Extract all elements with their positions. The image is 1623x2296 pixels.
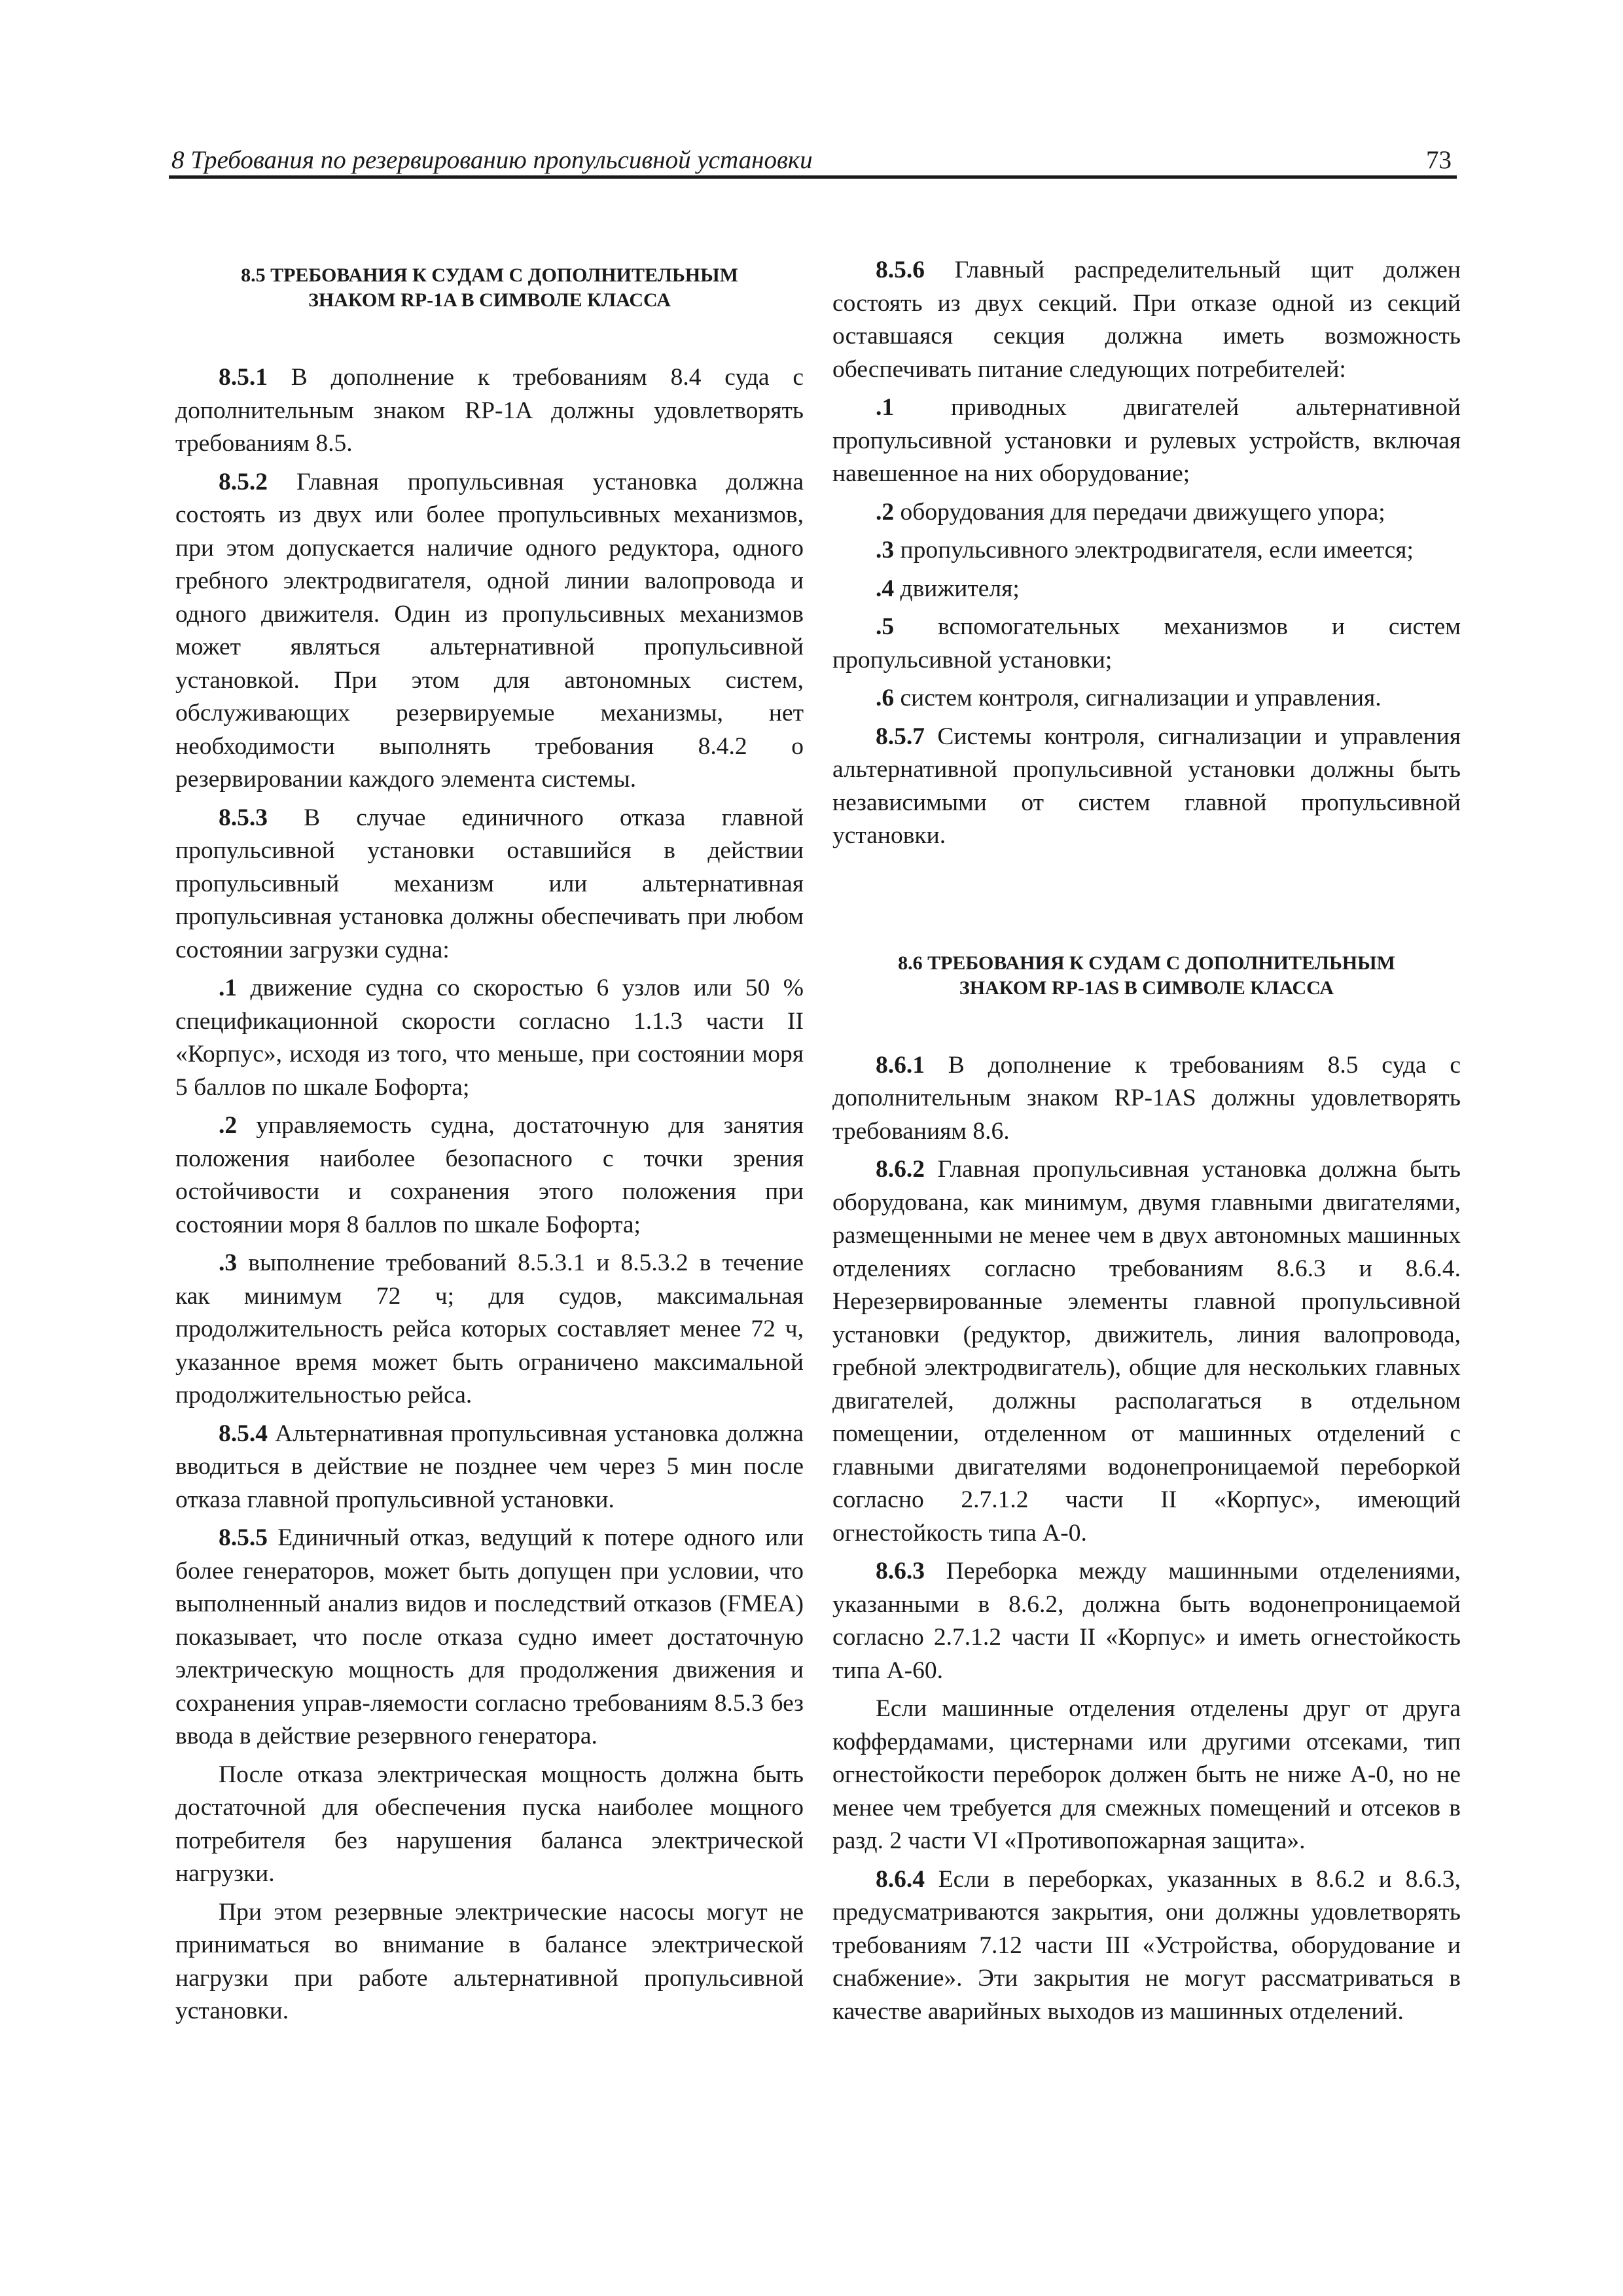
paragraph xyxy=(832,534,1461,567)
paragraph-number: .1 xyxy=(219,975,238,1001)
paragraph xyxy=(832,1049,1461,1149)
paragraph-number: 8.5.4 xyxy=(219,1420,268,1447)
paragraph xyxy=(175,361,804,461)
paragraph xyxy=(175,972,804,1104)
paragraph xyxy=(175,1522,804,1753)
paragraph-number: 8.5.7 xyxy=(876,723,925,750)
paragraph xyxy=(832,496,1461,529)
paragraph-number: .5 xyxy=(876,613,895,640)
paragraph-text: После отказа электрическая мощность должна быть достаточной для обеспечения пуска наиболее мощного потребителя без нарушения баланса электрической нагрузки. xyxy=(175,1761,804,1887)
paragraph xyxy=(175,466,804,797)
section-title-8-5: 8.5 ТРЕБОВАНИЯ К СУДАМ С ДОПОЛНИТЕЛЬНЫМ ЗНАКОМ RP-1A В СИМВОЛЕ КЛАССА xyxy=(241,264,738,311)
paragraph-text: В случае единичного отказа главной пропульсивной установки оставшийся в действии пропульсивный механизм или альтернативная пропульсивная установка должны обеспечивать при любом состоянии загрузки судна: xyxy=(175,804,804,963)
paragraph-text: движителя; xyxy=(894,575,1020,602)
paragraph-text: Переборка между машинными отделениями, указанными в 8.6.2, должна быть водонепроницаемой согласно 2.7.1.2 части II «Корпус» и иметь огнестойкость типа A-60. xyxy=(832,1558,1461,1684)
paragraph-number: .6 xyxy=(876,685,895,711)
paragraph-text: Если машинные отделения отделены друг от друга коффердамами, цистернами или другими отсеками, тип огнестойкости переборок должен быть не ниже A-0, но не менее чем требуется для смежных помещений и отсеков в разд. 2 части VI «Противопожарная защита». xyxy=(832,1695,1461,1854)
paragraph-number: .4 xyxy=(876,575,895,602)
paragraph-number: 8.5.3 xyxy=(219,804,268,831)
paragraph-number: 8.6.1 xyxy=(876,1051,925,1079)
paragraph-text: вспомогательных механизмов и систем пропульсивной установки; xyxy=(832,613,1461,673)
paragraph-text: Если в переборках, указанных в 8.6.2 и 8.6.3, предусматриваются закрытия, они должны удовлетворять требованиям 7.12 части III «Устройства, оборудование и снабжение». Эти закрытия не могут рассматриваться в качестве аварийных выходов из машинных отделений. xyxy=(832,1865,1461,2025)
paragraph-number: 8.5.6 xyxy=(876,257,925,283)
paragraph-text: оборудования для передачи движущего упора; xyxy=(894,498,1385,526)
paragraph xyxy=(832,573,1461,606)
paragraph xyxy=(832,1555,1461,1687)
paragraph-text: приводных двигателей альтернативной пропульсивной установки и рулевых устройств, включая навешенное на них оборудование; xyxy=(832,394,1461,487)
paragraph xyxy=(175,1759,804,1891)
paragraph-text: Альтернативная пропульсивная установка должна вводиться в действие не позднее чем через 5 мин после отказа главной пропульсивной установки. xyxy=(175,1420,804,1513)
paragraph xyxy=(175,1418,804,1517)
paragraph-text: Главная пропульсивная установка должна быть оборудована, как минимум, двумя главными двигателями, размещенными не менее чем в двух автономных машинных отделениях согласно требованиям 8.6.3 и 8.6.4. Нерезервированные элементы главной пропульсивной установки (редуктор, движитель, линия валопровода, гребной электродвигатель), общие для нескольких главных двигателей, должны располагаться в отдельном помещении, отделенном от машинных отделений с главными двигателями водонепроницаемой переборкой согласно 2.7.1.2 части II «Корпус», имеющий огнестойкость типа A-0. xyxy=(832,1156,1461,1547)
paragraph-number: .3 xyxy=(219,1249,238,1276)
paragraph-text: пропульсивного электродвигателя, если имеется; xyxy=(894,537,1414,564)
paragraph-text: При этом резервные электрические насосы могут не приниматься во внимание в балансе электрической нагрузки при работе альтернативной пропульсивной установки. xyxy=(175,1898,804,2024)
paragraph xyxy=(832,1863,1461,2029)
paragraph-text: В дополнение к требованиям 8.4 суда с дополнительным знаком RP-1A должны удовлетворять требованиям 8.5. xyxy=(175,364,804,457)
paragraph-text: Главная пропульсивная установка должна состоять из двух или более пропульсивных механизмов, при этом допускается наличие одного редуктора, одного гребного электродвигателя, одной линии валопровода и одного движителя. Один из пропульсивных механизмов может являться альтернативной пропульсивной установкой. При этом для автономных систем, обслуживающих резервируемые механизмы, нет необходимости выполнять требования 8.4.2 о резервировании каждого элемента системы. xyxy=(175,468,804,793)
paragraph-text: Единичный отказ, ведущий к потере одного или более генераторов, может быть допущен при условии, что выполненный анализ видов и последствий отказов (FMEA) показывает, что после отказа судно имеет достаточную электрическую мощность для продолжения движения и сохранения управ-ляемости согласно требованиям 8.5.3 без ввода в действие резервного генератора. xyxy=(175,1524,804,1749)
paragraph-text: Системы контроля, сигнализации и управления альтернативной пропульсивной установки должны быть независимыми от систем главной пропульсивной установки. xyxy=(832,723,1461,849)
paragraph xyxy=(175,1109,804,1242)
paragraph-text: выполнение требований 8.5.3.1 и 8.5.3.2 в течение как минимум 72 ч; для судов, максимальная продолжительность рейса которых составляет менее 72 ч, указанное время может быть ограничено максимальной продолжительностью рейса. xyxy=(175,1249,804,1408)
paragraph-number: 8.6.4 xyxy=(876,1865,925,1893)
paragraph-text: В дополнение к требованиям 8.5 суда с дополнительным знаком RP-1AS должны удовлетворять требованиям 8.6. xyxy=(832,1051,1461,1145)
paragraph-number: 8.6.2 xyxy=(876,1156,925,1183)
right-paragraphs-bottom xyxy=(832,1049,1461,2029)
paragraph xyxy=(175,1247,804,1412)
paragraph-number: .3 xyxy=(876,537,895,564)
header-title: 8 Требования по резервированию пропульсивной установки xyxy=(171,146,813,174)
paragraph-text: систем контроля, сигнализации и управления. xyxy=(894,685,1382,711)
paragraph-number: .2 xyxy=(876,498,895,526)
section-title-8-6: 8.6 ТРЕБОВАНИЯ К СУДАМ С ДОПОЛНИТЕЛЬНЫМ ЗНАКОМ RP-1AS В СИМВОЛЕ КЛАССА xyxy=(898,952,1395,999)
paragraph-number: 8.6.3 xyxy=(876,1558,925,1585)
paragraph-number: 8.5.5 xyxy=(219,1524,268,1551)
paragraph xyxy=(175,1896,804,2028)
paragraph-text: управляемость судна, достаточную для занятия положения наиболее безопасного с точки зрения остойчивости и сохранения этого положения при состоянии моря 8 баллов по шкале Бофорта; xyxy=(175,1112,804,1238)
paragraph xyxy=(832,611,1461,677)
paragraph-number: .1 xyxy=(876,394,895,421)
paragraph xyxy=(832,1693,1461,1858)
paragraph-number: 8.5.1 xyxy=(219,364,268,391)
paragraph-number: .2 xyxy=(219,1112,238,1139)
left-paragraphs xyxy=(175,361,804,2028)
running-header xyxy=(169,145,1457,179)
paragraph-number: 8.5.2 xyxy=(219,468,268,495)
right-paragraphs-top xyxy=(832,254,1461,853)
right-column xyxy=(832,254,1461,2034)
paragraph xyxy=(832,682,1461,715)
paragraph xyxy=(832,721,1461,853)
paragraph xyxy=(175,802,804,967)
page-number: 73 xyxy=(1426,146,1452,174)
paragraph-text: движение судна со скоростью 6 узлов или 50 % спецификационной скорости согласно 1.1.3 части II «Корпус», исходя из того, что меньше, при состоянии моря 5 баллов по шкале Бофорта; xyxy=(175,975,804,1101)
left-column xyxy=(175,254,804,2034)
paragraph xyxy=(832,391,1461,491)
paragraph-text: Главный распределительный щит должен состоять из двух секций. При отказе одной из секций оставшаяся секция должна иметь возможность обеспечивать питание следующих потребителей: xyxy=(832,257,1461,383)
paragraph xyxy=(832,1153,1461,1550)
paragraph xyxy=(832,254,1461,386)
